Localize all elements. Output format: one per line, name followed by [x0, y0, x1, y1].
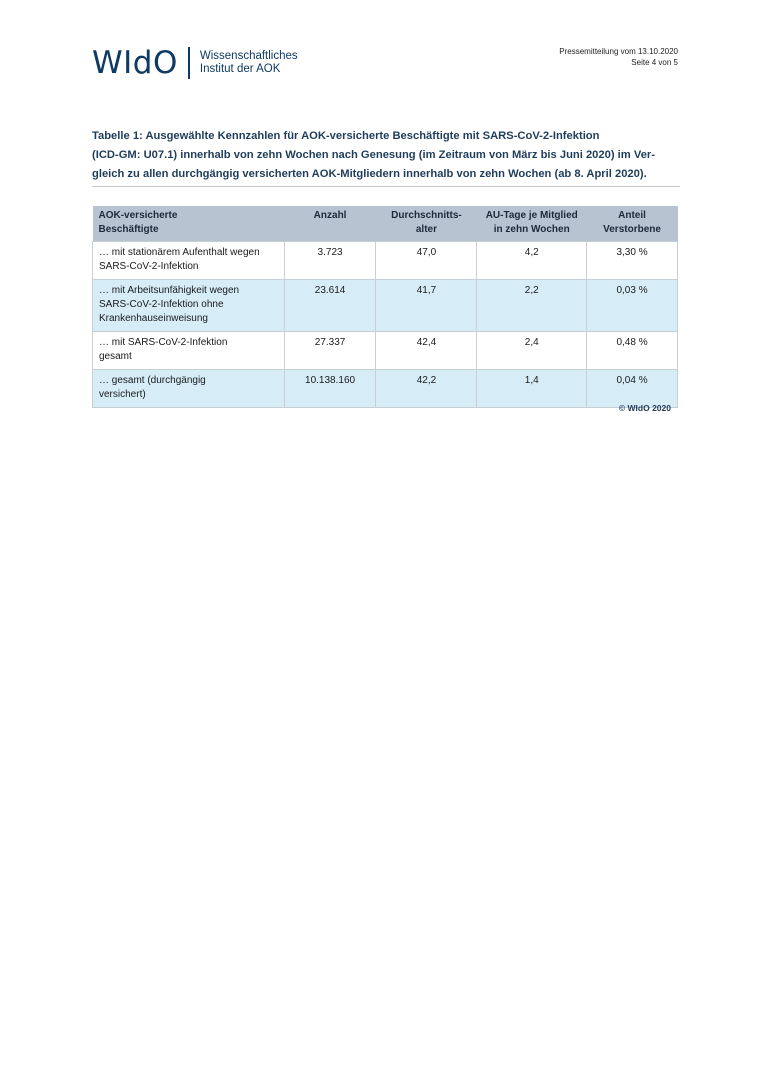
- cell-anteil: 0,04 %: [587, 370, 678, 408]
- caption-divider: [92, 186, 680, 187]
- table-row: [93, 370, 678, 408]
- cell-au-tage: 2,4: [477, 332, 587, 370]
- header-cell-anzahl: Anzahl: [284, 206, 376, 242]
- row-label: … mit stationärem Aufenthalt wegen SARS-CoV-2-Infektion: [93, 242, 285, 280]
- caption-line-2: (ICD-GM: U07.1) innerhalb von zehn Wochen nach Genesung (im Zeitraum von März bis Juni 2020) im Ver-: [92, 149, 655, 161]
- cell-au-tage: 4,2: [477, 242, 587, 280]
- table-row: [93, 332, 678, 370]
- header-cell-anteil: Anteil Verstorbene: [587, 206, 678, 242]
- cell-anteil: 3,30 %: [587, 242, 678, 280]
- data-table: [92, 206, 678, 408]
- header-meta: [559, 46, 678, 68]
- row-label: … mit SARS-CoV-2-Infektion gesamt: [93, 332, 285, 370]
- row-label: … mit Arbeitsunfähigkeit wegen SARS-CoV-2-Infektion ohne Krankenhauseinweisung: [93, 280, 285, 332]
- row-label: … gesamt (durchgängig versichert): [93, 370, 285, 408]
- table-header-row: [93, 206, 678, 242]
- cell-alter: 47,0: [376, 242, 477, 280]
- press-release-date: Pressemitteilung vom 13.10.2020: [559, 47, 678, 56]
- table-caption: [92, 127, 677, 184]
- table-row: [93, 280, 678, 332]
- logo-text: [200, 50, 298, 76]
- cell-anzahl: 3.723: [284, 242, 376, 280]
- header-cell-alter: Durchschnitts- alter: [376, 206, 477, 242]
- cell-anzahl: 23.614: [284, 280, 376, 332]
- header-cell-group: AOK-versicherte Beschäftigte: [93, 206, 285, 242]
- logo-mark: WIdO: [92, 45, 178, 81]
- page-number: Seite 4 von 5: [631, 58, 678, 67]
- logo-divider: [188, 47, 190, 79]
- logo-line-2: Institut der AOK: [199, 63, 281, 75]
- caption-line-1: Tabelle 1: Ausgewählte Kennzahlen für AOK-versicherte Beschäftigte mit SARS-CoV-2-Infektion: [92, 130, 600, 142]
- logo-line-1: Wissenschaftliches: [199, 50, 298, 62]
- cell-au-tage: 1,4: [477, 370, 587, 408]
- cell-au-tage: 2,2: [477, 280, 587, 332]
- caption-line-3: gleich zu allen durchgängig versicherten AOK-Mitgliedern innerhalb von zehn Wochen (ab 8. April 2020).: [92, 168, 647, 180]
- cell-anzahl: 27.337: [284, 332, 376, 370]
- cell-anteil: 0,48 %: [587, 332, 678, 370]
- copyright-note: © WIdO 2020: [618, 403, 671, 413]
- cell-alter: 42,4: [376, 332, 477, 370]
- cell-anteil: 0,03 %: [587, 280, 678, 332]
- cell-anzahl: 10.138.160: [284, 370, 376, 408]
- cell-alter: 42,2: [376, 370, 477, 408]
- cell-alter: 41,7: [376, 280, 477, 332]
- table-row: [93, 242, 678, 280]
- wido-logo: [92, 46, 298, 80]
- header-cell-au-tage: AU-Tage je Mitglied in zehn Wochen: [477, 206, 587, 242]
